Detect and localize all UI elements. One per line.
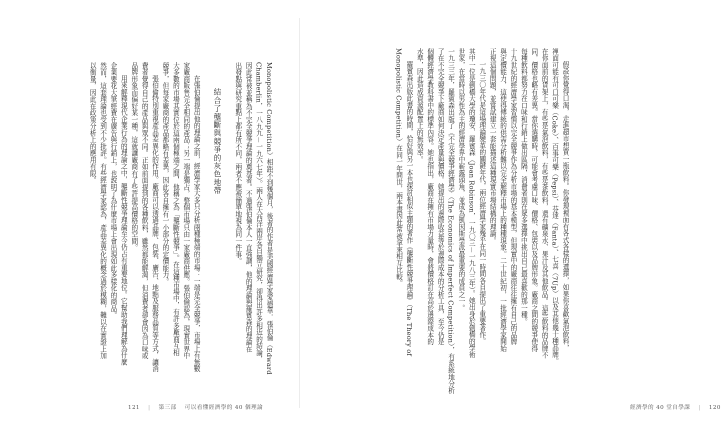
text-line: 張伯倫特別重視產品差異化的作用。廠商可以透過品牌、包裝、廣告、地點及服務品質等方式，讓消 (150, 75, 159, 372)
page-number: 121 (128, 405, 140, 411)
text-line: 然而，這套理論也受到不少批評。有些經濟學家認為，產品差異化的概念過於模糊，難以在實證上加 (98, 62, 107, 359)
text-line (201, 62, 211, 392)
text-line (222, 62, 232, 392)
footer-separator: | (698, 405, 701, 411)
text-line: 十九世紀的經濟學家習慣以完全競爭作為分析市場的基本模型，但現實中的廠商往往擁有自己的品牌 (508, 48, 517, 345)
text-line: 大多數的市場其實位於這兩個極端之間，他稱之為「壟斷性競爭」。在這種市場中，有許多廠商互相 (171, 62, 180, 356)
left-page-body (30, 62, 274, 392)
text-line: Chamberlin，一八九九－一九六七年）。兩人在大西洋兩岸各自獨立研究，卻得出許多相近的結論， (254, 62, 263, 363)
text-line: 同，價格也略有差異。當你選購時，可能會考慮口味、價格、包裝以及品牌形象。廠商之間的競爭使得 (529, 48, 538, 352)
text-line: 裡面可能有可口可樂（Coke）、百事可樂（Pepsi）、芬達（Fanta）、七喜（7Up）以及其他幾十種品牌。 (550, 48, 559, 365)
page-number: 120 (708, 405, 721, 411)
text-line: 水準，因此造成資源配置上的無效率。 (415, 48, 424, 163)
text-line: 家廠商販售完全相同的產品；另一端是獨占，整個市場只由一家廠商供應。張伯倫認為，現實世界中 (181, 62, 190, 359)
text-line: 與定價能力，這使得傳統的供需分析難以完全解釋市場上的種種現象。二十世紀初，一批經濟學家開始 (498, 48, 507, 352)
text-line: 一九三〇年代是這場理論變革的關鍵年代，兩位經濟學家幾乎在同一時間各自提出了重要著作。 (477, 61, 486, 345)
text-line: 了在不完全競爭下廠商如何決定產量與價格。她提出的邊際收益等於邊際成本的分析工具，至今仍是 (436, 48, 445, 345)
text-line: 個體經濟學教科書中的標準內容。她也指出，廠商在擁有市場力量時，會將價格訂在高於邊際成本的 (425, 48, 434, 345)
section-heading: 結合了壟斷與競爭的灰色地帶 (212, 88, 222, 195)
text-line: 出發點與研究重點上都有所不同，兩者不應被簡單地視為同一件事。 (233, 62, 242, 265)
text-line: 世家，在當時以男性為主的經濟學界中嶄露頭角，並成為凱因斯學派最重要的成員之一。 (456, 48, 465, 312)
text-line: 在你面前的貨架上，有些是氣泡飲料，有些是茶飲料，還有礦泉水、果汁及其他飲品。這些飲料的品牌不 (540, 48, 549, 359)
footer-separator: | (148, 405, 151, 411)
right-page-footer (630, 403, 727, 411)
text-line: 假設你覺得口渴，走進超市想買一瓶飲料。你發現裡面有各式各樣的選擇，如果你喜歡氣泡飲料， (561, 61, 569, 352)
running-subtitle: 可以看懂經濟學的 40 個理論 (184, 405, 263, 411)
text-line: 用來解釋現代企業行為的理論之中，壟斷性競爭理論至今仍占有重要地位。它幫助我們理解為什麼 (119, 75, 128, 366)
text-line: 競爭，但每家廠商的產品都略有差異，因此各自擁有一小部分的定價能力。 (160, 62, 169, 285)
text-line: 一九三三年，羅賓森出版了《不完全競爭經濟學》（The Economics of Imperfect Competition），有系統地分析 (446, 48, 455, 394)
text-line: 每種飲料都努力在口味和行銷上做出區隔，消費者則在眾多選擇中挑出自己最喜歡的那一種。 (519, 48, 528, 325)
text-line: 費者覺得自己的產品與眾不同。正如前面提到的各種飲料，雖然都能解渴，但消費者卻會因為口味或 (140, 62, 149, 359)
text-line: 企業要花大筆經費在廣告與行銷上，也說明了為什麼市場上會出現如此多樣化的商品。 (108, 62, 117, 319)
text-line: 正視這個問題，並嘗試建立一套能描述這種現實市場結構的理論。 (488, 48, 497, 244)
right-page-body (324, 48, 570, 392)
text-line: 以衡量，因此在政策分析上的應用有限。 (88, 62, 97, 184)
text-line: 其中一位是劍橋大學的瓊安．羅賓森（Joan Robinson，一九〇三－一九八三年）。她出身於劍橋的學術 (467, 48, 476, 358)
left-page-footer (128, 403, 269, 411)
part-title: 第三部 (158, 405, 177, 411)
text-line: 因此常被並稱為不完全競爭理論的奠基者。不過張伯倫本人一直強調，他的理論與羅賓森的理論在 (244, 62, 253, 353)
text-line: Monopolistic Competition）在同一年問世，兩本書因此常被拿來相互比較。 (394, 48, 403, 287)
right-page (300, 0, 721, 425)
text-line: 品牌形象而偏好某一種，這就讓廠商有了些許提高價格的空間。 (129, 62, 138, 251)
text-line: 在張伯倫提出他的理論之前，經濟學家大多只分析兩種極端的市場：一端是完全競爭，市場上有無數 (192, 75, 201, 372)
running-title: 經濟學的 40 堂自學課 (630, 405, 691, 411)
text-line: 羅賓森出版此書的時間，恰好與另一本也探討相似主題的著作《壟斷性競爭理論》（The Theory of (404, 61, 413, 356)
left-page (0, 0, 300, 425)
text-line: Monopolistic Competition）相距不到幾個月，後者的作者是美國經濟學家愛德華．張伯倫（Edward (265, 62, 273, 375)
